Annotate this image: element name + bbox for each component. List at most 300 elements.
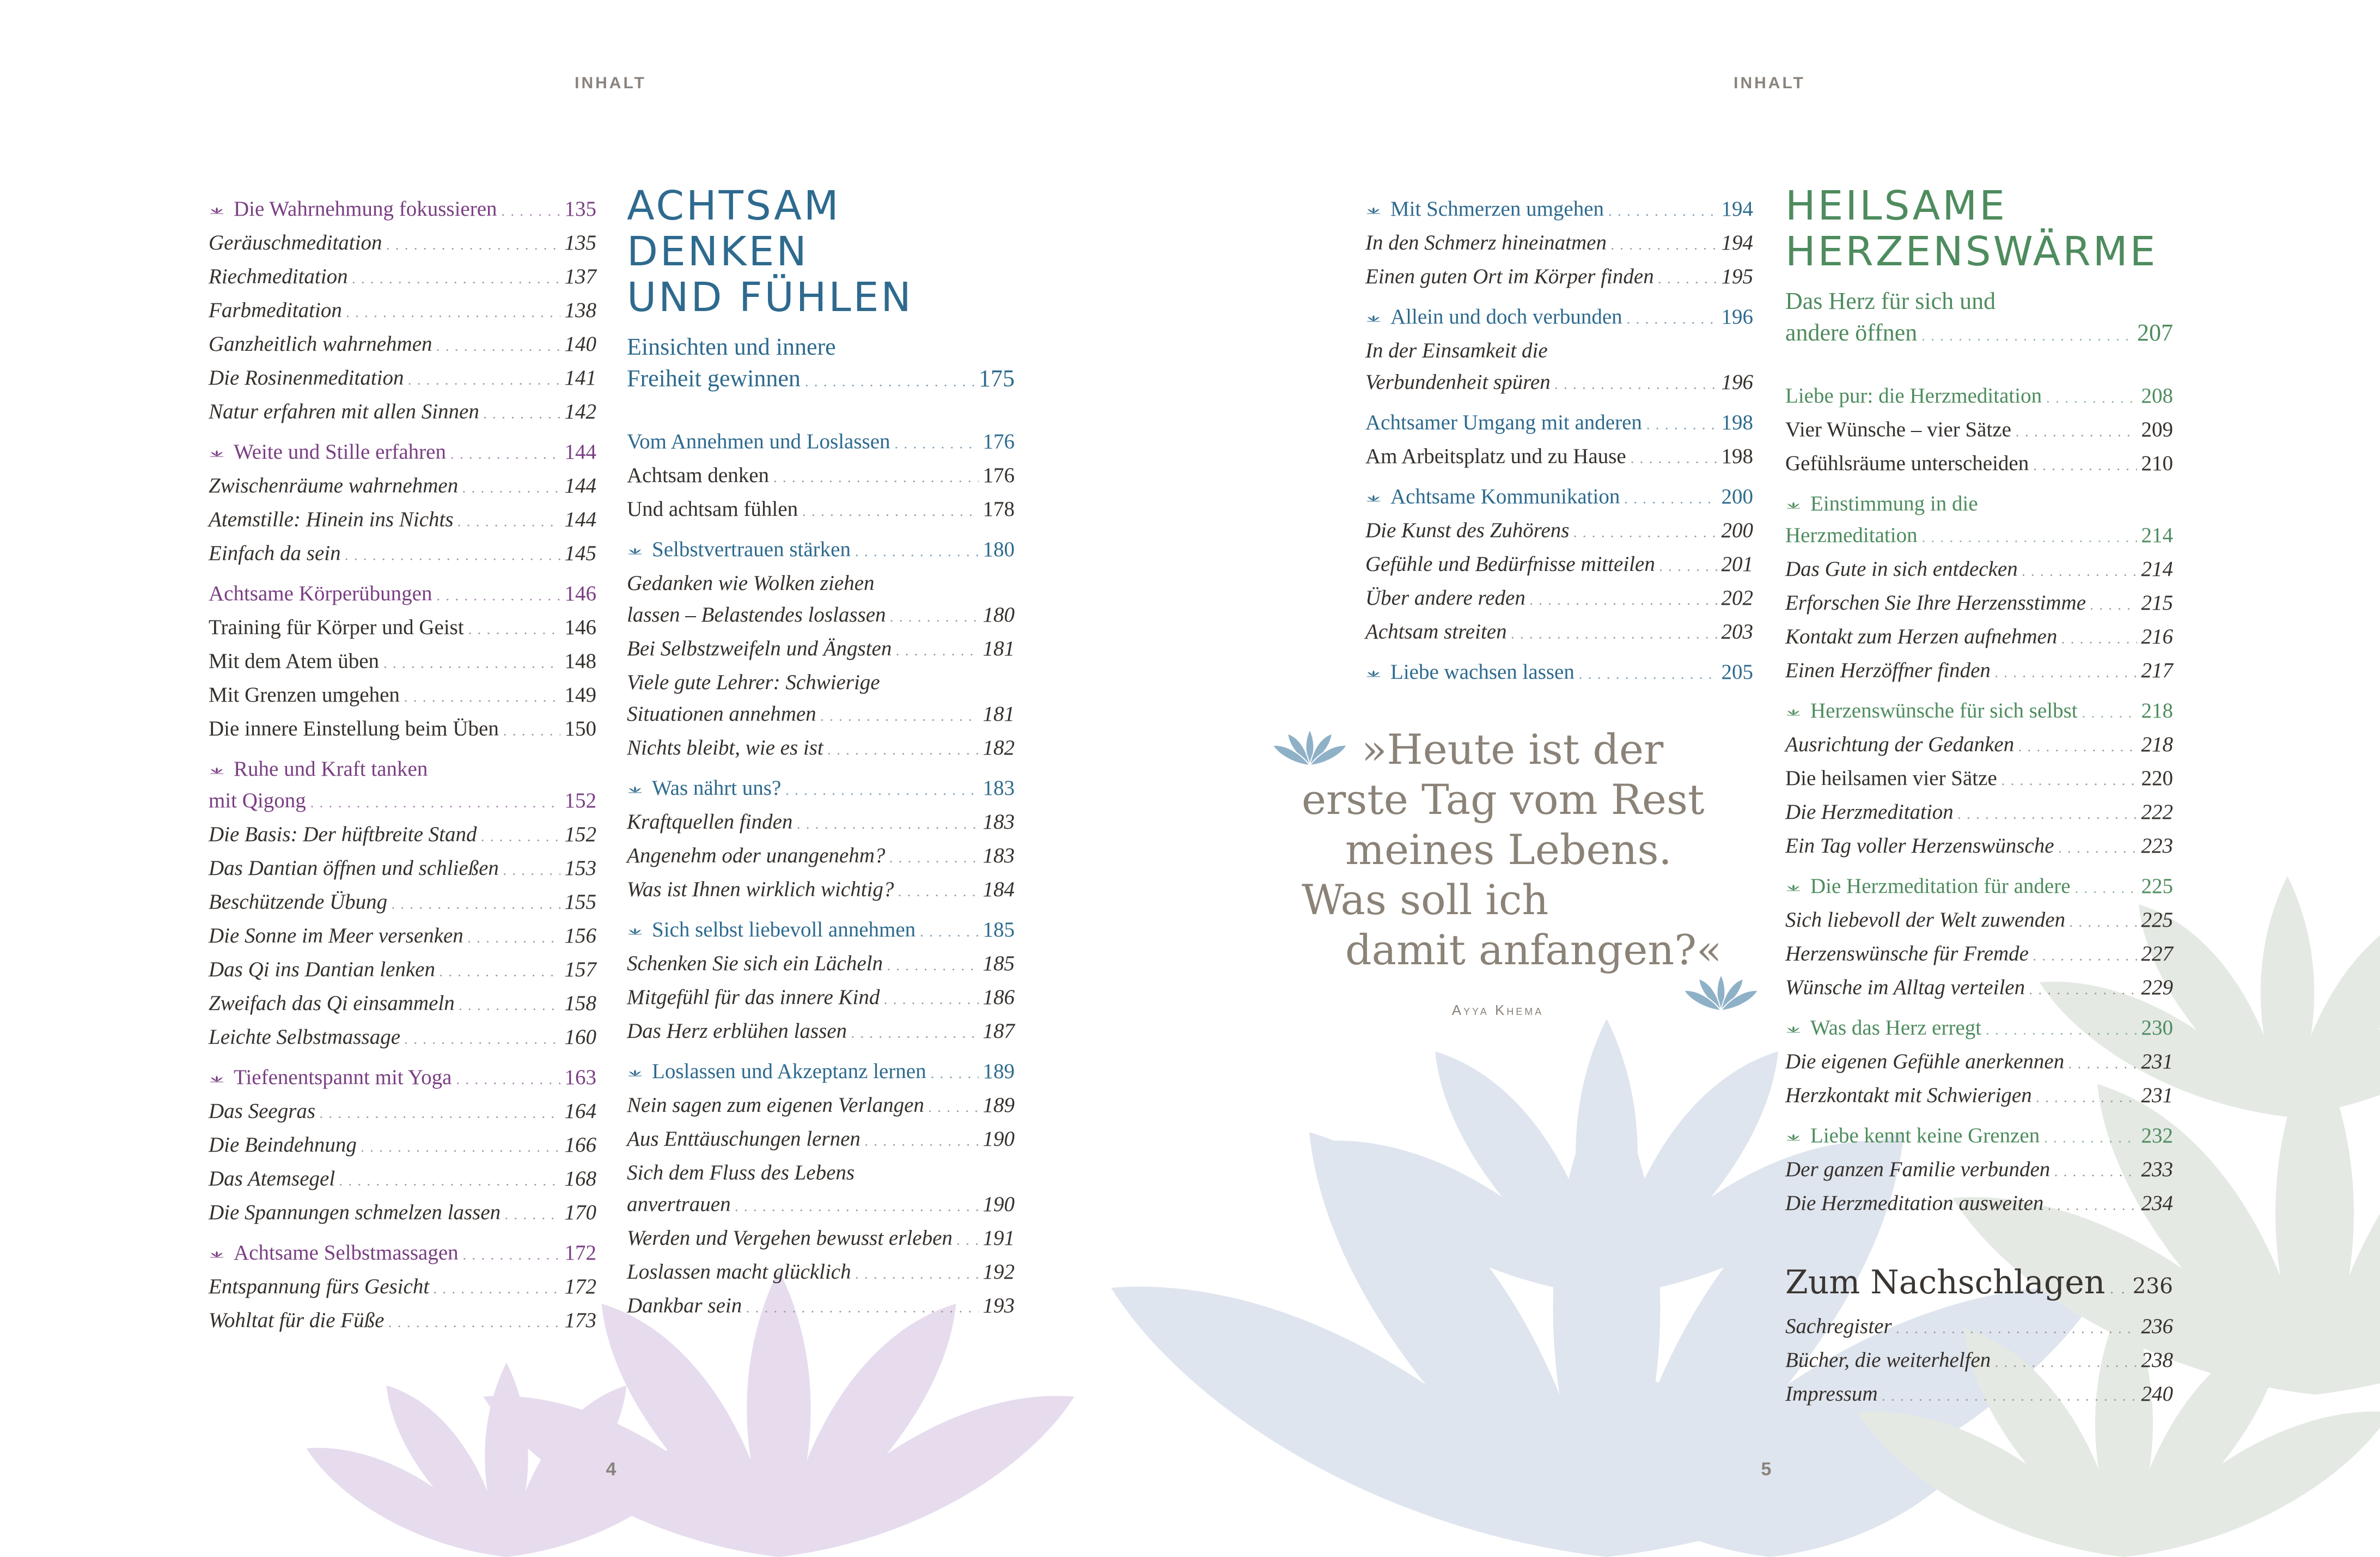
entry-title-text: Liebe kennt keine Grenzen <box>1810 1124 2040 1147</box>
leader-dots <box>828 734 979 766</box>
toc-entry[interactable] <box>627 948 1015 982</box>
toc-entry[interactable] <box>1785 1311 2173 1345</box>
toc-entry[interactable] <box>209 1021 596 1055</box>
entry-title-text: Das Dantian öffnen und schließen <box>209 856 499 880</box>
entry-title <box>1785 1154 2050 1185</box>
entry-page-number: 142 <box>564 400 596 423</box>
toc-entry[interactable] <box>627 1290 1015 1324</box>
leader-dots <box>502 196 560 227</box>
entry-page-number: 146 <box>564 582 596 605</box>
toc-entry[interactable] <box>209 612 596 646</box>
toc-entry[interactable] <box>627 460 1015 494</box>
lotus-bullet-icon <box>1785 1120 1804 1152</box>
entry-page-number: 200 <box>1721 485 1753 508</box>
toc-entry[interactable] <box>627 982 1015 1015</box>
toc-entry[interactable] <box>1365 582 1753 616</box>
entry-page-number: 214 <box>2141 524 2173 547</box>
toc-entry[interactable] <box>1365 515 1753 549</box>
entry-page-number: 232 <box>2141 1124 2173 1147</box>
leader-dots <box>2082 697 2137 729</box>
entry-title-text: Loslassen und Akzeptanz lernen <box>652 1060 926 1083</box>
quote-author: Ayya Khema <box>1451 1002 1544 1018</box>
leader-dots <box>345 540 560 571</box>
entry-title <box>209 227 382 259</box>
entry-title-text: Gefühle und Bedürfnisse mitteilen <box>1365 552 1655 576</box>
entry-title <box>209 819 477 850</box>
entry-page-number: 195 <box>1721 265 1753 288</box>
entry-title <box>1785 938 2029 970</box>
toc-entry[interactable] <box>209 396 596 430</box>
leader-dots <box>503 855 560 886</box>
toc-entry[interactable] <box>627 806 1015 840</box>
leader-dots <box>434 1273 560 1305</box>
entry-title <box>1785 1378 1878 1410</box>
entry-title <box>1785 1046 2064 1078</box>
entry-title-text: Einen guten Ort im Körper finden <box>1365 265 1654 288</box>
entry-page-number: 238 <box>2141 1348 2173 1372</box>
chapter-subtitle-line: Das Herz für sich und <box>1785 288 1996 314</box>
toc-entry[interactable] <box>1785 317 2173 352</box>
entry-title-text: In der Einsamkeit die <box>1365 339 1548 362</box>
entry-title-text: Tiefenentspannt mit Yoga <box>234 1066 452 1089</box>
entry-page-number: 183 <box>982 810 1015 834</box>
toc-entry[interactable] <box>1785 414 2173 448</box>
leader-dots <box>889 842 978 874</box>
entry-title <box>209 853 499 884</box>
leader-dots <box>1659 551 1717 582</box>
toc-entry[interactable] <box>627 698 1015 732</box>
entry-title <box>209 261 348 293</box>
entry-title-text: Liebe pur: die Herzmeditation <box>1785 384 2042 408</box>
toc-entry[interactable] <box>1365 261 1753 295</box>
entry-title-text: Mit Schmerzen umgehen <box>1390 197 1604 221</box>
entry-title <box>209 785 306 817</box>
toc-entry[interactable] <box>209 646 596 679</box>
leader-dots <box>392 889 560 920</box>
entry-title-text: Achtsam streiten <box>1365 620 1507 643</box>
toc-entry[interactable] <box>627 363 1015 398</box>
leader-dots <box>1896 1313 2137 1345</box>
leader-dots <box>440 956 560 988</box>
entry-title <box>1785 763 1997 794</box>
entry-title-text: Einfach da sein <box>209 542 341 565</box>
toc-entry[interactable] <box>1785 554 2173 587</box>
toc-entry[interactable] <box>1785 763 2173 796</box>
toc-entry[interactable] <box>1365 407 1753 441</box>
toc-entry[interactable] <box>627 874 1015 908</box>
entry-title <box>627 1290 742 1322</box>
entry-title <box>1785 520 1918 551</box>
entry-page-number: 157 <box>564 958 596 981</box>
toc-entry[interactable] <box>1365 335 1753 367</box>
entry-page-number: 175 <box>979 365 1015 392</box>
entry-title <box>209 920 463 952</box>
entry-page-number: 183 <box>982 776 1015 800</box>
leader-dots <box>895 428 979 460</box>
entry-title-text: Bei Selbstzweifeln und Ängsten <box>627 637 892 660</box>
entry-title-text: Herzmeditation <box>1785 524 1918 547</box>
entry-page-number: 205 <box>1721 660 1753 684</box>
toc-entry[interactable] <box>209 504 596 538</box>
leader-dots <box>2036 1082 2137 1114</box>
entry-title <box>627 1157 855 1189</box>
toc-entry[interactable] <box>1365 367 1753 400</box>
entry-title <box>1785 488 1978 520</box>
toc-entry[interactable] <box>1785 380 2173 414</box>
entry-page-number: 193 <box>982 1294 1015 1317</box>
toc-entry[interactable] <box>627 494 1015 527</box>
toc-entry[interactable] <box>209 920 596 954</box>
entry-title <box>1365 481 1620 513</box>
entry-page-number: 152 <box>564 789 596 812</box>
toc-entry[interactable] <box>1785 972 2173 1006</box>
quote-line: »Heute ist der <box>1362 725 1664 774</box>
entry-title <box>1365 261 1654 293</box>
toc-entry[interactable] <box>1785 729 2173 763</box>
entry-title <box>209 954 435 986</box>
toc-entry[interactable] <box>209 1197 596 1231</box>
entry-title-text: Mitgefühl für das innere Kind <box>627 986 880 1009</box>
entry-page-number: 144 <box>564 474 596 497</box>
toc-entry[interactable] <box>627 1189 1015 1223</box>
toc-entry[interactable] <box>627 914 1015 948</box>
entry-title <box>209 470 458 502</box>
entry-title-text: lassen – Belastendes loslassen <box>627 603 886 627</box>
lotus-bullet-icon <box>1785 871 1804 902</box>
entry-page-number: 222 <box>2141 800 2173 824</box>
entry-title <box>1785 904 2065 936</box>
entry-page-number: 138 <box>564 299 596 322</box>
toc-entry[interactable] <box>1785 655 2173 689</box>
toc-entries <box>627 426 1015 1324</box>
entry-title-text: Gefühlsräume unterscheiden <box>1785 452 2029 475</box>
lotus-bullet-icon <box>627 534 645 565</box>
lotus-bullet-icon <box>1365 481 1384 513</box>
entry-title <box>209 504 454 536</box>
entry-title-text: Schenken Sie sich ein Lächeln <box>627 952 883 975</box>
entry-title <box>627 806 792 838</box>
leader-dots <box>851 1018 978 1049</box>
entry-title-text: Die eigenen Gefühle anerkennen <box>1785 1050 2065 1073</box>
leader-dots <box>890 601 979 633</box>
toc-entry[interactable] <box>209 538 596 571</box>
entry-title-text: Und achtsam fühlen <box>627 497 798 521</box>
toc-entry[interactable] <box>209 578 596 612</box>
toc-entries <box>1785 380 2173 1221</box>
entry-page-number: 141 <box>564 366 596 390</box>
toc-entry[interactable] <box>627 1056 1015 1090</box>
entry-title-text: Ein Tag voller Herzenswünsche <box>1785 834 2054 857</box>
entry-title <box>627 1256 851 1288</box>
entry-title-text: Sachregister <box>1785 1315 1892 1338</box>
toc-entry[interactable] <box>1785 488 2173 520</box>
leader-dots <box>463 1239 560 1271</box>
toc-entry[interactable] <box>1365 616 1753 650</box>
entry-title <box>1785 1120 2040 1152</box>
leader-dots <box>931 1058 979 1090</box>
toc-entry[interactable] <box>209 1305 596 1339</box>
toc-entry[interactable] <box>1365 656 1753 690</box>
entry-page-number: 189 <box>982 1060 1015 1083</box>
entry-page-number: 230 <box>2141 1016 2173 1039</box>
toc-entry[interactable] <box>1785 1080 2173 1114</box>
toc-entry[interactable] <box>209 362 596 396</box>
toc-entry[interactable] <box>209 679 596 713</box>
entry-page-number: 191 <box>982 1226 1015 1250</box>
toc-entry[interactable] <box>209 295 596 329</box>
entry-page-number: 185 <box>982 918 1015 941</box>
leader-dots <box>405 1024 560 1055</box>
toc-entry[interactable] <box>627 1223 1015 1256</box>
leader-dots <box>2022 556 2137 587</box>
leader-dots <box>436 580 560 612</box>
toc-column-right-1 <box>1365 187 1753 690</box>
toc-entry[interactable] <box>209 261 596 295</box>
toc-entry[interactable] <box>627 732 1015 766</box>
toc-entry[interactable] <box>627 840 1015 874</box>
entry-page-number: 236 <box>2141 1315 2173 1338</box>
entry-page-number: 172 <box>564 1241 596 1264</box>
toc-entry[interactable] <box>1785 1154 2173 1188</box>
running-head-right: INHALT <box>1734 74 1805 92</box>
chapter-subtitle <box>1785 285 2173 352</box>
toc-entry[interactable] <box>1785 1378 2173 1412</box>
toc-entry[interactable] <box>627 568 1015 599</box>
toc-entry[interactable] <box>209 1237 596 1271</box>
entry-page-number: 203 <box>1721 620 1753 643</box>
entry-title-text: Die Herzmeditation ausweiten <box>1785 1191 2044 1215</box>
toc-entry[interactable] <box>627 667 1015 698</box>
entry-title-text: mit Qigong <box>209 789 306 812</box>
entry-title <box>1785 554 2018 585</box>
toc-entry[interactable] <box>209 1062 596 1096</box>
leader-dots <box>1511 618 1717 650</box>
toc-entry[interactable] <box>627 599 1015 633</box>
entry-title-text: Ruhe und Kraft tanken <box>234 757 428 781</box>
entry-title-text: Die heilsamen vier Sätze <box>1785 767 1997 790</box>
quote-line: Was soll ich <box>1302 875 1549 924</box>
toc-entry[interactable] <box>209 193 596 227</box>
leader-dots <box>1608 196 1717 227</box>
toc-entry[interactable] <box>1365 441 1753 475</box>
leader-dots <box>2046 382 2137 414</box>
entry-page-number: 214 <box>2141 557 2173 581</box>
leader-dots <box>1631 443 1717 475</box>
toc-entry[interactable] <box>1785 1188 2173 1221</box>
leader-dots <box>2054 1156 2137 1188</box>
entry-title-text: Geräuschmeditation <box>209 231 382 254</box>
toc-entry[interactable] <box>627 1123 1015 1157</box>
entry-title <box>209 1237 459 1269</box>
quote-block <box>1302 725 1726 1035</box>
toc-entry[interactable] <box>1365 549 1753 582</box>
entry-title-text: Impressum <box>1785 1382 1878 1406</box>
entry-title-text: Der ganzen Familie verbunden <box>1785 1158 2051 1181</box>
leader-dots <box>458 506 560 538</box>
entry-title <box>1785 621 2057 653</box>
leader-dots <box>865 1126 979 1157</box>
leader-dots <box>2029 974 2137 1006</box>
entry-title <box>209 1163 335 1195</box>
toc-entry[interactable] <box>1785 587 2173 621</box>
entry-title <box>627 633 892 665</box>
entry-title <box>1785 414 2011 446</box>
toc-entry[interactable] <box>209 436 596 470</box>
entry-title <box>1785 871 2071 902</box>
toc-entry[interactable] <box>209 853 596 886</box>
toc-entry[interactable] <box>209 954 596 988</box>
entry-page-number: 172 <box>564 1275 596 1298</box>
entry-page-number: 200 <box>1721 519 1753 542</box>
entry-page-number: 180 <box>982 538 1015 561</box>
toc-entry[interactable] <box>209 819 596 853</box>
toc-entry[interactable] <box>209 785 596 819</box>
toc-entry[interactable] <box>1365 301 1753 335</box>
entry-title-text: Viele gute Lehrer: Schwierige <box>627 671 880 694</box>
entry-page-number: 201 <box>1721 552 1753 576</box>
entry-page-number: 164 <box>564 1099 596 1123</box>
leader-dots <box>1624 483 1717 515</box>
entry-page-number: 176 <box>982 430 1015 453</box>
entry-page-number: 186 <box>982 986 1015 1009</box>
entry-page-number: 215 <box>2141 591 2173 615</box>
entry-title <box>1365 441 1626 472</box>
leader-dots <box>2090 589 2137 621</box>
toc-entry[interactable] <box>1785 1345 2173 1378</box>
entry-title-text: Nein sagen zum eigenen Verlangen <box>627 1093 924 1117</box>
toc-entry[interactable] <box>209 886 596 920</box>
entry-page-number: 160 <box>564 1025 596 1049</box>
toc-entry[interactable] <box>209 1163 596 1197</box>
entry-title <box>209 538 341 569</box>
toc-entry[interactable] <box>1365 227 1753 261</box>
leader-dots <box>456 1064 560 1096</box>
toc-entry[interactable] <box>627 534 1015 568</box>
entry-title <box>209 1129 357 1161</box>
entry-title-text: Mit Grenzen umgehen <box>209 683 400 707</box>
toc-entry[interactable] <box>1785 938 2173 972</box>
entry-title-text: Die Herzmeditation für andere <box>1810 874 2071 898</box>
leader-dots <box>310 787 560 819</box>
entry-page-number: 150 <box>564 717 596 740</box>
toc-entry[interactable] <box>209 1096 596 1129</box>
entry-title-text: Training für Körper und Geist <box>209 616 464 639</box>
toc-entry[interactable] <box>1785 621 2173 655</box>
entry-title <box>209 988 455 1019</box>
toc-column-left-2 <box>627 183 1015 1324</box>
toc-entry[interactable] <box>1785 520 2173 554</box>
toc-entry[interactable] <box>1785 796 2173 830</box>
entry-page-number: 234 <box>2141 1191 2173 1215</box>
entry-title-text: anvertrauen <box>627 1193 731 1216</box>
entry-title <box>1785 729 2014 761</box>
toc-entry[interactable] <box>1365 481 1753 515</box>
toc-entry[interactable] <box>627 633 1015 667</box>
entry-title <box>1365 301 1622 333</box>
entry-page-number: 163 <box>564 1066 596 1089</box>
lotus-bullet-icon <box>1785 1012 1804 1044</box>
toc-entry[interactable] <box>209 470 596 504</box>
toc-entry[interactable] <box>1785 1261 2173 1311</box>
entry-title <box>1365 515 1569 546</box>
entry-title <box>209 436 446 468</box>
toc-entry[interactable] <box>627 1090 1015 1123</box>
toc-entry[interactable] <box>1785 695 2173 729</box>
entry-page-number: 135 <box>564 231 596 254</box>
toc-entry[interactable] <box>1785 904 2173 938</box>
entry-title-text: Natur erfahren mit allen Sinnen <box>209 400 479 423</box>
toc-entry[interactable] <box>209 227 596 261</box>
entry-page-number: 187 <box>982 1019 1015 1043</box>
lotus-bullet-icon <box>1365 656 1384 688</box>
leader-dots <box>1658 263 1717 295</box>
toc-entry[interactable] <box>1785 1012 2173 1046</box>
toc-entry[interactable] <box>209 329 596 362</box>
leader-dots <box>2059 832 2137 864</box>
leader-dots <box>773 462 978 494</box>
entry-page-number: 170 <box>564 1201 596 1224</box>
toc-entry[interactable] <box>1365 193 1753 227</box>
entry-page-number: 217 <box>2141 659 2173 682</box>
entry-page-number: 146 <box>564 616 596 639</box>
entry-page-number: 190 <box>982 1127 1015 1151</box>
entry-title <box>627 773 781 804</box>
entry-title <box>627 1189 731 1220</box>
toc-entry[interactable] <box>1785 1120 2173 1154</box>
toc-entry[interactable] <box>1785 871 2173 904</box>
leader-dots <box>2044 1122 2137 1154</box>
leader-dots <box>856 1258 979 1290</box>
toc-entry[interactable] <box>627 1015 1015 1049</box>
entry-title <box>209 362 404 394</box>
toc-entry[interactable] <box>209 988 596 1021</box>
entry-title-text: Leichte Selbstmassage <box>209 1025 401 1049</box>
toc-entry[interactable] <box>627 773 1015 806</box>
chapter-title <box>1785 183 2173 275</box>
entry-title <box>627 1223 953 1254</box>
toc-entry[interactable] <box>1785 448 2173 482</box>
toc-entry[interactable] <box>1785 830 2173 864</box>
entry-title-text: Herzenswünsche für sich selbst <box>1810 699 2078 722</box>
entry-title-text: Zwischenräume wahrnehmen <box>209 474 459 497</box>
toc-entry[interactable] <box>209 1129 596 1163</box>
entry-title-text: Über andere reden <box>1365 586 1525 610</box>
lotus-bullet-icon <box>1365 193 1384 225</box>
leader-dots <box>450 439 560 470</box>
leader-dots <box>797 808 978 840</box>
entry-page-number: 180 <box>982 603 1015 627</box>
entry-page-number: 192 <box>982 1260 1015 1284</box>
leader-dots <box>2048 1190 2137 1221</box>
toc-entry[interactable] <box>209 713 596 747</box>
entry-title-text: Herzenswünsche für Fremde <box>1785 942 2029 965</box>
entry-page-number: 181 <box>982 637 1015 660</box>
entry-title-text: Die innere Einstellung beim Üben <box>209 717 499 740</box>
lotus-bullet-icon <box>627 914 645 946</box>
entry-title <box>1785 1012 1981 1044</box>
entry-title-text: Die Spannungen schmelzen lassen <box>209 1201 501 1224</box>
toc-entry[interactable] <box>209 753 596 785</box>
entry-title-text: Das Qi ins Dantian lenken <box>209 958 435 981</box>
toc-entry[interactable] <box>627 1157 1015 1189</box>
toc-entry[interactable] <box>627 426 1015 460</box>
entry-title <box>209 1021 400 1053</box>
toc-entry[interactable] <box>627 1256 1015 1290</box>
entry-title-text: Das Atemsegel <box>209 1167 335 1190</box>
entry-page-number: 240 <box>2141 1382 2173 1406</box>
toc-entry[interactable] <box>1785 1046 2173 1080</box>
toc-entry[interactable] <box>209 1271 596 1305</box>
